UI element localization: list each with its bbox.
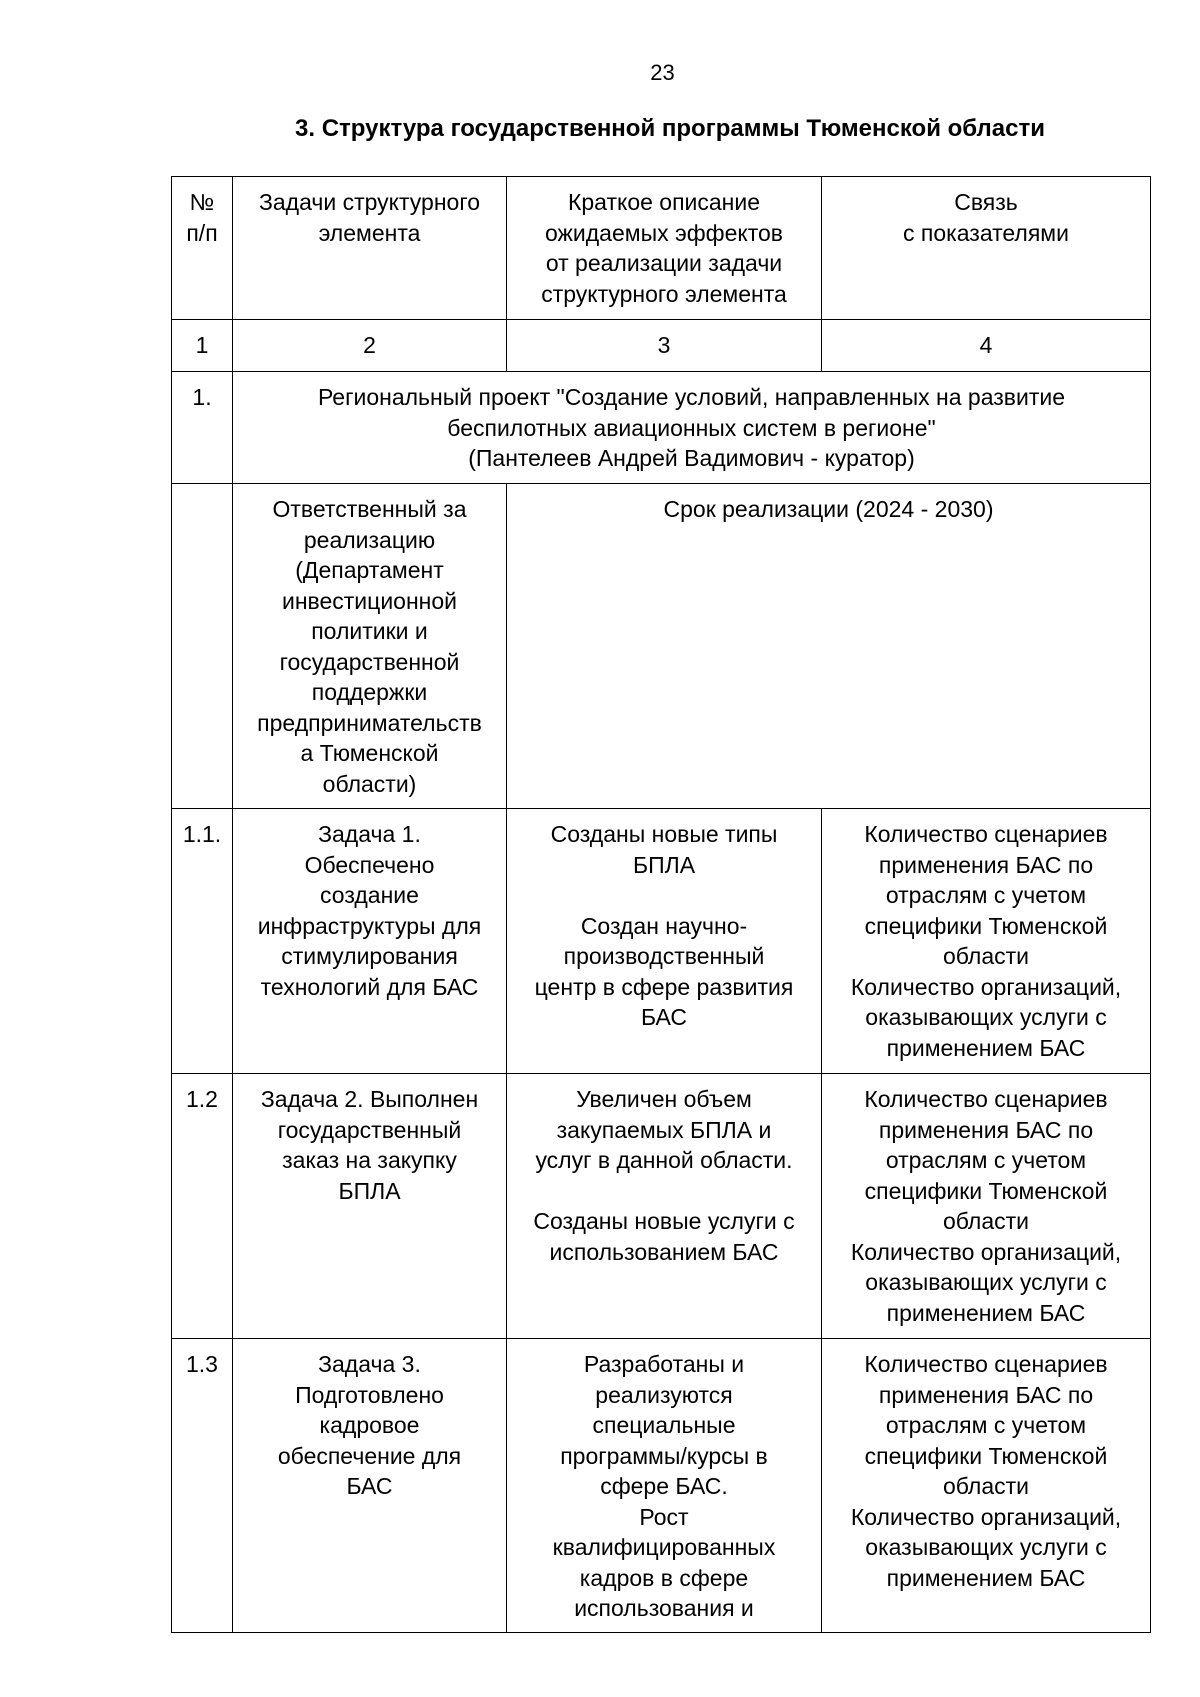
text-line: области xyxy=(942,943,1030,969)
text-line: Региональный проект "Создание условий, направленных на развитие xyxy=(317,384,1066,410)
text-line: предпринимательств xyxy=(257,709,482,736)
text-line: специфики Тюменской xyxy=(864,1177,1108,1204)
text-line: Созданы новые услуги с xyxy=(533,1208,795,1234)
text-line: Рост xyxy=(639,1503,689,1530)
text-line: оказывающих услуги с xyxy=(865,1534,1107,1560)
text-line: центр в сфере развития xyxy=(534,973,794,1000)
text-line: Краткое описание xyxy=(567,189,761,215)
text-line: реализацию xyxy=(303,526,436,553)
text-line: № xyxy=(189,189,215,215)
text-line: Количество сценариев xyxy=(864,1351,1108,1377)
text-line: специальные xyxy=(592,1412,736,1438)
text-line: Разработаны и xyxy=(583,1351,745,1377)
text-line: области) xyxy=(322,770,417,797)
header-effects xyxy=(507,177,822,320)
column-numbers-row xyxy=(172,320,1151,372)
text-line: области xyxy=(942,1473,1030,1499)
text-line: Созданы новые типы xyxy=(550,821,778,847)
text-line: применением БАС xyxy=(886,1564,1086,1591)
text-line: беспилотных авиационных систем в регионе" xyxy=(447,414,936,441)
text-line: Создан научно- xyxy=(580,912,748,939)
text-line: отраслям с учетом xyxy=(885,882,1087,908)
column-number-2: 2 xyxy=(233,320,507,372)
text-line: закупаемых БПЛА и xyxy=(556,1116,772,1143)
text-line: БПЛА xyxy=(632,851,696,878)
text-line: оказывающих услуги с xyxy=(865,1269,1107,1295)
text-line: инвестиционной xyxy=(281,587,458,614)
text-line: элемента xyxy=(318,219,421,246)
text-line: Количество сценариев xyxy=(864,1086,1108,1112)
text-line: Подготовлено xyxy=(295,1381,444,1408)
text-line: заказ на закупку xyxy=(282,1147,457,1173)
text-line: услуг в данной области. xyxy=(535,1147,793,1173)
header-indicators xyxy=(822,177,1151,320)
text-line: Количество организаций, xyxy=(850,1238,1122,1265)
text-line: применением БАС xyxy=(886,1034,1086,1061)
text-line: технологий для БАС xyxy=(260,973,479,1000)
text-line: Обеспечено xyxy=(304,851,435,878)
text-line: применения БАС по xyxy=(878,1116,1094,1143)
text-line: применения БАС по xyxy=(878,851,1094,878)
text-line: специфики Тюменской xyxy=(864,1442,1108,1469)
task-description xyxy=(233,809,507,1074)
blank-line xyxy=(510,1176,818,1207)
text-line: от реализации задачи xyxy=(545,250,783,276)
text-line: создание xyxy=(320,882,419,908)
text-line: Задача 3. xyxy=(318,1351,421,1377)
text-line: Задача 2. Выполнен xyxy=(260,1086,479,1112)
section-title: 3. Структура государственной программы Тюменской области xyxy=(295,115,1045,142)
text-line: производственный xyxy=(563,943,765,969)
text-line: государственной xyxy=(279,648,460,675)
task-effects xyxy=(507,809,822,1074)
task-number: 1.3 xyxy=(172,1339,233,1633)
blank-line xyxy=(510,880,818,911)
text-line: (Пантелеев Андрей Вадимович - куратор) xyxy=(468,445,915,471)
column-number-1: 1 xyxy=(172,320,233,372)
text-line: поддержки xyxy=(311,679,428,705)
text-line: п/п xyxy=(186,219,218,246)
text-line: БПЛА xyxy=(338,1177,401,1204)
task-effects xyxy=(507,1339,822,1633)
program-structure-table xyxy=(171,176,1151,1633)
responsible-body xyxy=(233,484,507,809)
text-line: Связь xyxy=(954,189,1018,215)
text-line: квалифицированных xyxy=(552,1534,776,1560)
task-indicators xyxy=(822,1339,1151,1633)
task-indicators xyxy=(822,809,1151,1074)
text-line: инфраструктуры для xyxy=(257,912,482,939)
responsible-number-empty xyxy=(172,484,233,809)
text-line: кадров в сфере xyxy=(579,1564,749,1591)
text-line: применением БАС xyxy=(886,1299,1086,1326)
text-line: политики и xyxy=(311,618,428,644)
task-effects xyxy=(507,1074,822,1339)
task-row-3 xyxy=(172,1339,1151,1633)
text-line: отраслям с учетом xyxy=(885,1147,1087,1173)
text-line: области xyxy=(942,1208,1030,1234)
task-description xyxy=(233,1339,507,1633)
text-line: Задача 1. xyxy=(318,821,421,847)
text-line: применения БАС по xyxy=(878,1381,1094,1408)
text-line: Задачи структурного xyxy=(259,189,480,215)
text-line: БАС xyxy=(640,1004,688,1030)
text-line: кадровое xyxy=(319,1412,420,1438)
header-number xyxy=(172,177,233,320)
text-line: с показателями xyxy=(903,219,1069,246)
text-line: а Тюменской xyxy=(300,740,439,766)
text-line: реализуются xyxy=(595,1381,733,1408)
text-line: структурного элемента xyxy=(541,280,787,307)
text-line: ожидаемых эффектов xyxy=(545,219,783,246)
text-line: обеспечение для xyxy=(277,1442,462,1469)
task-number: 1.1. xyxy=(172,809,233,1074)
task-row-2 xyxy=(172,1074,1151,1339)
column-number-3: 3 xyxy=(507,320,822,372)
column-number-4: 4 xyxy=(822,320,1151,372)
project-row xyxy=(172,372,1151,484)
task-description xyxy=(233,1074,507,1339)
task-number: 1.2 xyxy=(172,1074,233,1339)
text-line: государственный xyxy=(277,1116,462,1143)
text-line: стимулирования xyxy=(281,943,458,969)
text-line: Ответственный за xyxy=(272,496,467,522)
project-number: 1. xyxy=(172,372,233,484)
text-line: использования и xyxy=(574,1595,754,1621)
text-line: отраслям с учетом xyxy=(885,1412,1087,1438)
text-line: оказывающих услуги с xyxy=(865,1004,1107,1030)
text-line: программы/курсы в xyxy=(560,1442,768,1469)
text-line: Количество организаций, xyxy=(850,973,1122,1000)
page-number: 23 xyxy=(650,60,675,85)
text-line: Количество организаций, xyxy=(850,1503,1122,1530)
text-line: Увеличен объем xyxy=(576,1086,752,1112)
task-indicators xyxy=(822,1074,1151,1339)
text-line: специфики Тюменской xyxy=(864,912,1108,939)
header-row xyxy=(172,177,1151,320)
header-tasks xyxy=(233,177,507,320)
task-row-1 xyxy=(172,809,1151,1074)
text-line: БАС xyxy=(346,1473,393,1499)
text-line: (Департамент xyxy=(295,557,444,583)
project-description xyxy=(233,372,1151,484)
text-line: использованием БАС xyxy=(549,1238,779,1265)
implementation-term: Срок реализации (2024 - 2030) xyxy=(507,484,1151,809)
text-line: Количество сценариев xyxy=(864,821,1108,847)
text-line: сфере БАС. xyxy=(600,1473,728,1499)
responsible-row xyxy=(172,484,1151,809)
